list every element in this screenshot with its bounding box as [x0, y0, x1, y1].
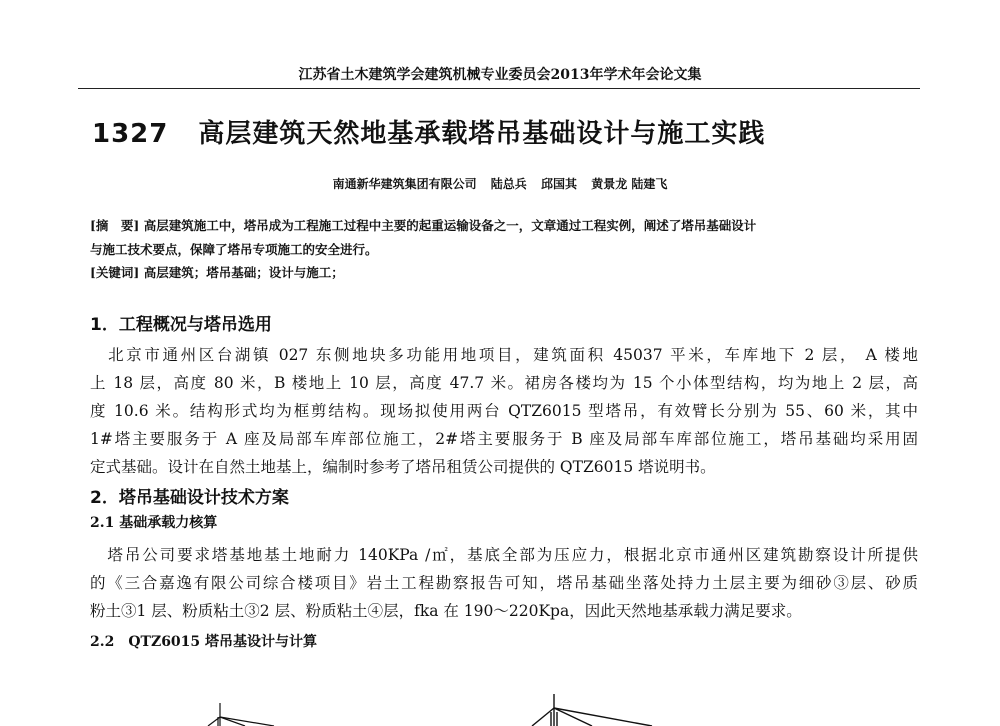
- author-name: 邱国其: [541, 177, 578, 191]
- crane-2-drawing: [532, 694, 652, 726]
- body-line: 粉土③1 层、粉质粘土③2 层、粉质粘土④层，fka 在 190～220Kpa，因此天然地基承载力满足要求。: [90, 602, 802, 620]
- authors: [0, 175, 1000, 192]
- running-head: 江苏省土木建筑学会建筑机械专业委员会2013年学术年会论文集: [298, 67, 702, 83]
- keywords: [90, 263, 344, 281]
- paper-title: [92, 113, 765, 150]
- keywords-label: [关键词]: [90, 265, 140, 280]
- author-name: 黄景龙 陆建飞: [591, 177, 668, 191]
- abstract-label: [摘 要]: [90, 218, 140, 233]
- body-line: 的《三合嘉逸有限公司综合楼项目》岩土工程勘察报告可知，塔吊基础坐落处持力土层主要为细砂③层、砂质: [90, 574, 918, 592]
- body-line: 上 18 层，高度 80 米，B 楼地上 10 层，高度 47.7 米。裙房各楼均为 15 个小体型结构，均为地上 2 层，高: [90, 374, 918, 392]
- paper-number: 1327: [92, 119, 169, 149]
- author-name: 陆总兵: [490, 177, 527, 191]
- author-org: 南通新华建筑集团有限公司: [332, 177, 477, 191]
- section-2-heading: 2．塔吊基础设计技术方案: [90, 488, 289, 508]
- section-1-heading: 1．工程概况与塔吊选用: [90, 315, 272, 335]
- tower-crane-figure: [0, 680, 1000, 726]
- keywords-text: 高层建筑；塔吊基础；设计与施工；: [143, 265, 344, 280]
- subsection-2-2-heading: 2.2 QTZ6015 塔吊基设计与计算: [90, 634, 318, 650]
- abstract-text: 高层建筑施工中，塔吊成为工程施工过程中主要的起重运输设备之一，文章通过工程实例，阐述了塔吊基础设计: [143, 218, 757, 233]
- paper-title-text: 高层建筑天然地基承载塔吊基础设计与施工实践: [198, 119, 766, 149]
- header-rule: [78, 88, 920, 89]
- subsection-2-1-heading: 2.1 基础承载力核算: [90, 515, 218, 531]
- body-line: 塔吊公司要求塔基地基土地耐力 140KPa /㎡，基底全部为压应力，根据北京市通州区建筑勘察设计所提供: [90, 546, 918, 564]
- abstract-line: [90, 216, 756, 234]
- crane-1-drawing: [208, 703, 274, 726]
- body-line: 1#塔主要服务于 A 座及局部车库部位施工，2#塔主要服务于 B 座及局部车库部位施工，塔吊基础均采用固: [90, 430, 918, 448]
- body-line: 北京市通州区台湖镇 027 东侧地块多功能用地项目，建筑面积 45037 平米，车库地下 2 层， A 楼地: [90, 346, 918, 364]
- body-line: 定式基础。设计在自然土地基上，编制时参考了塔吊租赁公司提供的 QTZ6015 塔说明书。: [90, 458, 716, 476]
- abstract-line: 与施工技术要点，保障了塔吊专项施工的安全进行。: [90, 242, 378, 257]
- body-line: 度 10.6 米。结构形式均为框剪结构。现场拟使用两台 QTZ6015 型塔吊，有效臂长分别为 55、60 米，其中: [90, 402, 918, 420]
